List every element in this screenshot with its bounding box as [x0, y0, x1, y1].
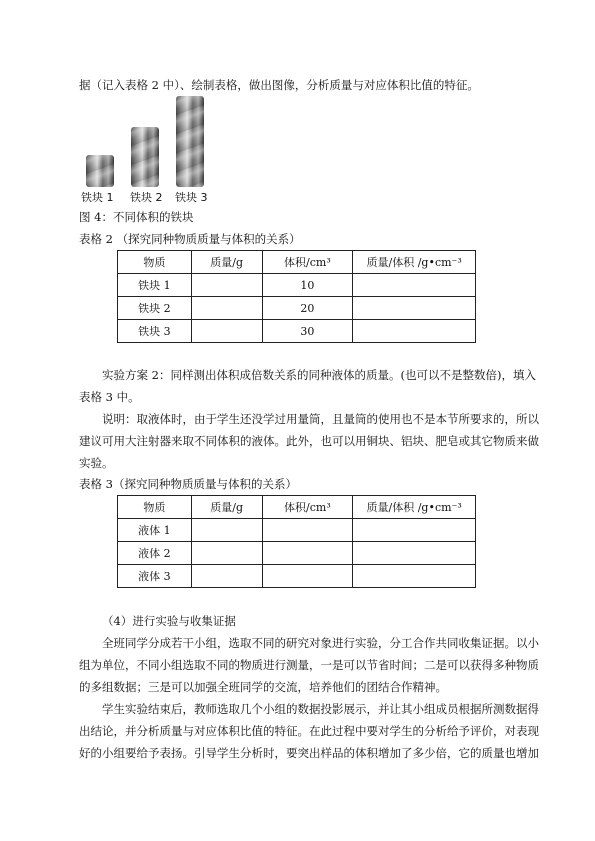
table-cell [353, 565, 476, 588]
table2-header-row [118, 251, 476, 274]
table3-header-cell: 质量/体积 /g•cm⁻³ [353, 496, 476, 519]
table-row [118, 519, 476, 542]
table-cell: 铁块 3 [118, 320, 192, 343]
plan2-and-note [79, 364, 541, 474]
table-cell: 10 [262, 274, 353, 297]
table-cell [353, 542, 476, 565]
block-label-3: 铁块 3 [175, 191, 208, 204]
table3-header-cell: 物质 [118, 496, 192, 519]
table-cell: 液体 1 [118, 519, 192, 542]
table-cell: 30 [262, 320, 353, 343]
table-cell [353, 519, 476, 542]
table-cell [191, 565, 262, 588]
table-cell [262, 542, 353, 565]
intro-line: 据（记入表格 2 中）、绘制表格，做出图像，分析质量与对应体积比值的特征。 [79, 78, 479, 92]
table-cell: 20 [262, 297, 353, 320]
table-row [118, 542, 476, 565]
table3-header-cell: 体积/cm³ [262, 496, 353, 519]
note-text: 说明：取液体时，由于学生还没学过用量筒，且量筒的使用也不是本节所要求的，所以建议可用大注射器来取不同体积的液体。此外，也可以用铜块、铝块、肥皂或其它物质来做实验。 [79, 412, 539, 470]
figure-caption: 图 4：不同体积的铁块 [79, 210, 194, 224]
block-label-1: 铁块 1 [81, 191, 114, 204]
table2-title: 表格 2 （探究同种物质质量与体积的关系） [79, 232, 301, 246]
section4-heading: （4）进行实验与收集证据 [102, 614, 236, 628]
table3-header-row [118, 496, 476, 519]
table3 [117, 495, 476, 588]
table3-title: 表格 3（探究同种物质质量与体积的关系） [79, 477, 297, 491]
section4 [79, 610, 541, 764]
plan2-text: 实验方案 2：同样测出体积成倍数关系的同种液体的质量。(也可以不是整数倍)，填入表格 3 中。 [79, 368, 536, 404]
table-row [118, 320, 476, 343]
table-cell: 铁块 1 [118, 274, 192, 297]
section4-para2: 学生实验结束后，教师选取几个小组的数据投影展示，并让其小组成员根据所测数据得出结论，并分析质量与对应体积比值的特征。在此过程中要对学生的分析给予评价，对表现好的小组要给予表扬。引导学生分析时，要突出样品的体积增加了多少倍，它的质量也增加 [79, 702, 539, 760]
table2 [117, 250, 476, 343]
table-cell [191, 320, 262, 343]
table-cell: 液体 2 [118, 542, 192, 565]
table2-header-cell: 物质 [118, 251, 192, 274]
table-row [118, 297, 476, 320]
table-cell [353, 297, 476, 320]
table2-header-cell: 质量/g [191, 251, 262, 274]
iron-block-1-image [86, 155, 114, 187]
table-cell [262, 565, 353, 588]
table3-header-cell: 质量/g [191, 496, 262, 519]
table-cell [191, 297, 262, 320]
table-cell [353, 274, 476, 297]
table-cell [191, 542, 262, 565]
table2-header-cell: 体积/cm³ [262, 251, 353, 274]
block-label-2: 铁块 2 [130, 191, 163, 204]
table-row [118, 565, 476, 588]
table2-header-cell: 质量/体积 /g•cm⁻³ [353, 251, 476, 274]
iron-block-2-image [131, 127, 159, 187]
iron-block-3-image [176, 96, 204, 187]
table-cell: 液体 3 [118, 565, 192, 588]
section4-para1: 全班同学分成若干小组，选取不同的研究对象进行实验，分工合作共同收集证据。以小组为单位，不同小组选取不同的物质进行测量，一是可以节省时间；二是可以获得多种物质的多组数据；三是可以加强全班同学的交流，培养他们的团结合作精神。 [79, 636, 539, 694]
table-cell [191, 519, 262, 542]
table-row [118, 274, 476, 297]
table-cell [353, 320, 476, 343]
table-cell [262, 519, 353, 542]
table-cell [191, 274, 262, 297]
table-cell: 铁块 2 [118, 297, 192, 320]
